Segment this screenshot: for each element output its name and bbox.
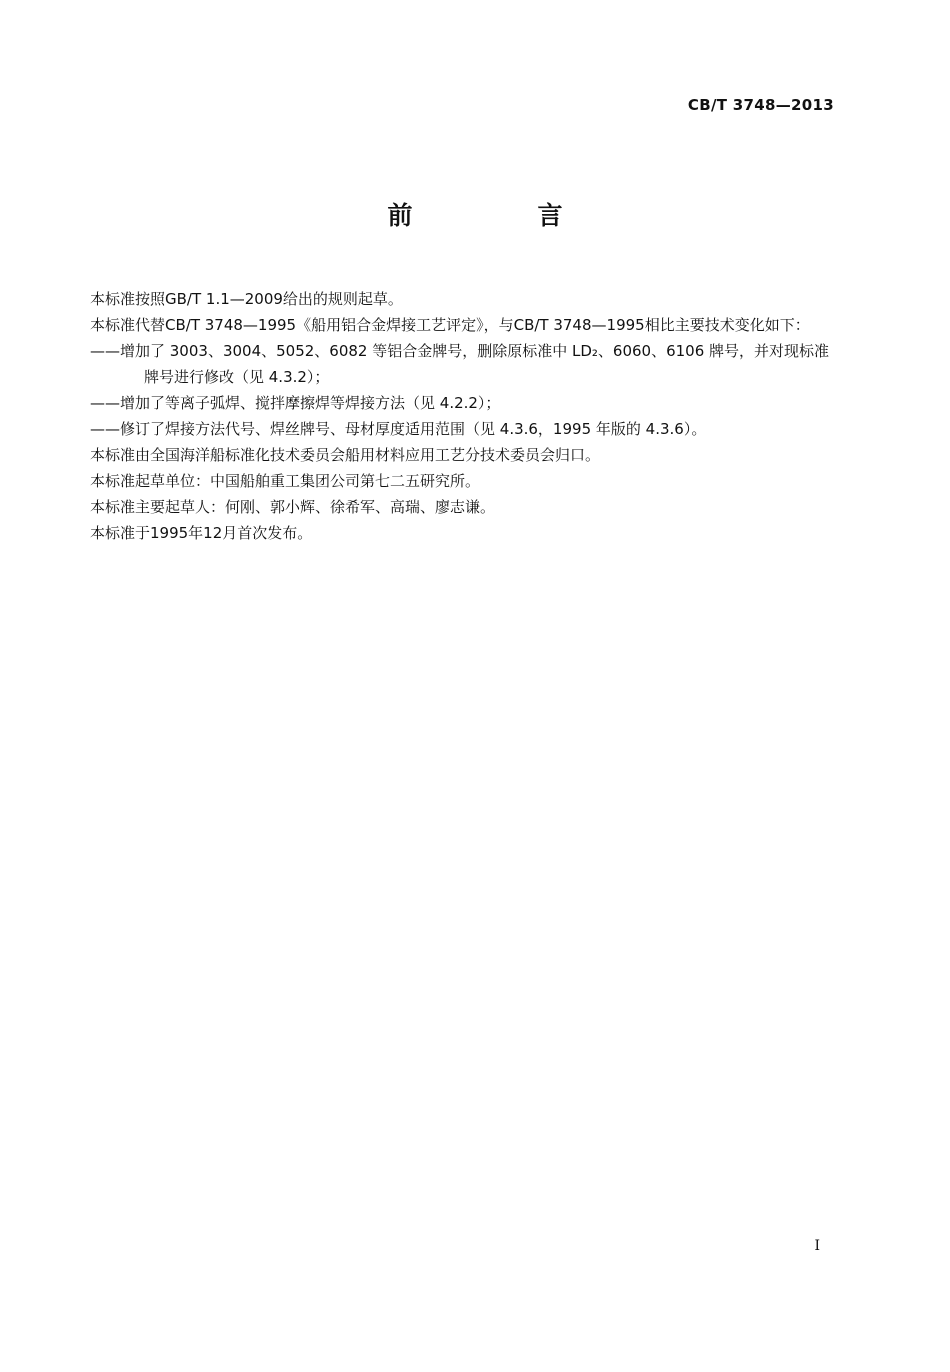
change-item-revisions: ——修订了焊接方法代号、焊丝牌号、母材厚度适用范围（见 4.3.6，1995 年版的 4.3.6）。 xyxy=(90,420,707,438)
standard-code: CB/T 3748—2013 xyxy=(687,96,834,114)
body-text xyxy=(58,286,838,546)
change-item-welding-methods: ——增加了等离子弧焊、搅拌摩擦焊等焊接方法（见 4.2.2）； xyxy=(90,394,501,412)
page-title: 前 言 xyxy=(387,201,613,230)
change-item-alloy-grades: ——增加了 3003、3004、5052、6082 等铝合金牌号，删除原标准中 LD₂、6060、6106 牌号，并对现标准牌号进行修改（见 4.3.2）； xyxy=(90,342,830,386)
page-number: I xyxy=(814,1238,820,1254)
paragraph-drafting-unit: 本标准起草单位：中国船舶重工集团公司第七二五研究所。 xyxy=(90,472,481,490)
paragraph-drafters: 本标准主要起草人：何刚、郭小辉、徐希军、高瑞、廖志谦。 xyxy=(90,498,496,516)
paragraph-first-release: 本标准于1995年12月首次发布。 xyxy=(90,524,313,542)
paragraph-committee: 本标准由全国海洋船标准化技术委员会船用材料应用工艺分技术委员会归口。 xyxy=(90,446,601,464)
paragraph-drafting-rules: 本标准按照GB/T 1.1—2009给出的规则起草。 xyxy=(90,290,403,308)
paragraph-replacement: 本标准代替CB/T 3748—1995《船用铝合金焊接工艺评定》，与CB/T 3748—1995相比主要技术变化如下： xyxy=(90,316,810,334)
